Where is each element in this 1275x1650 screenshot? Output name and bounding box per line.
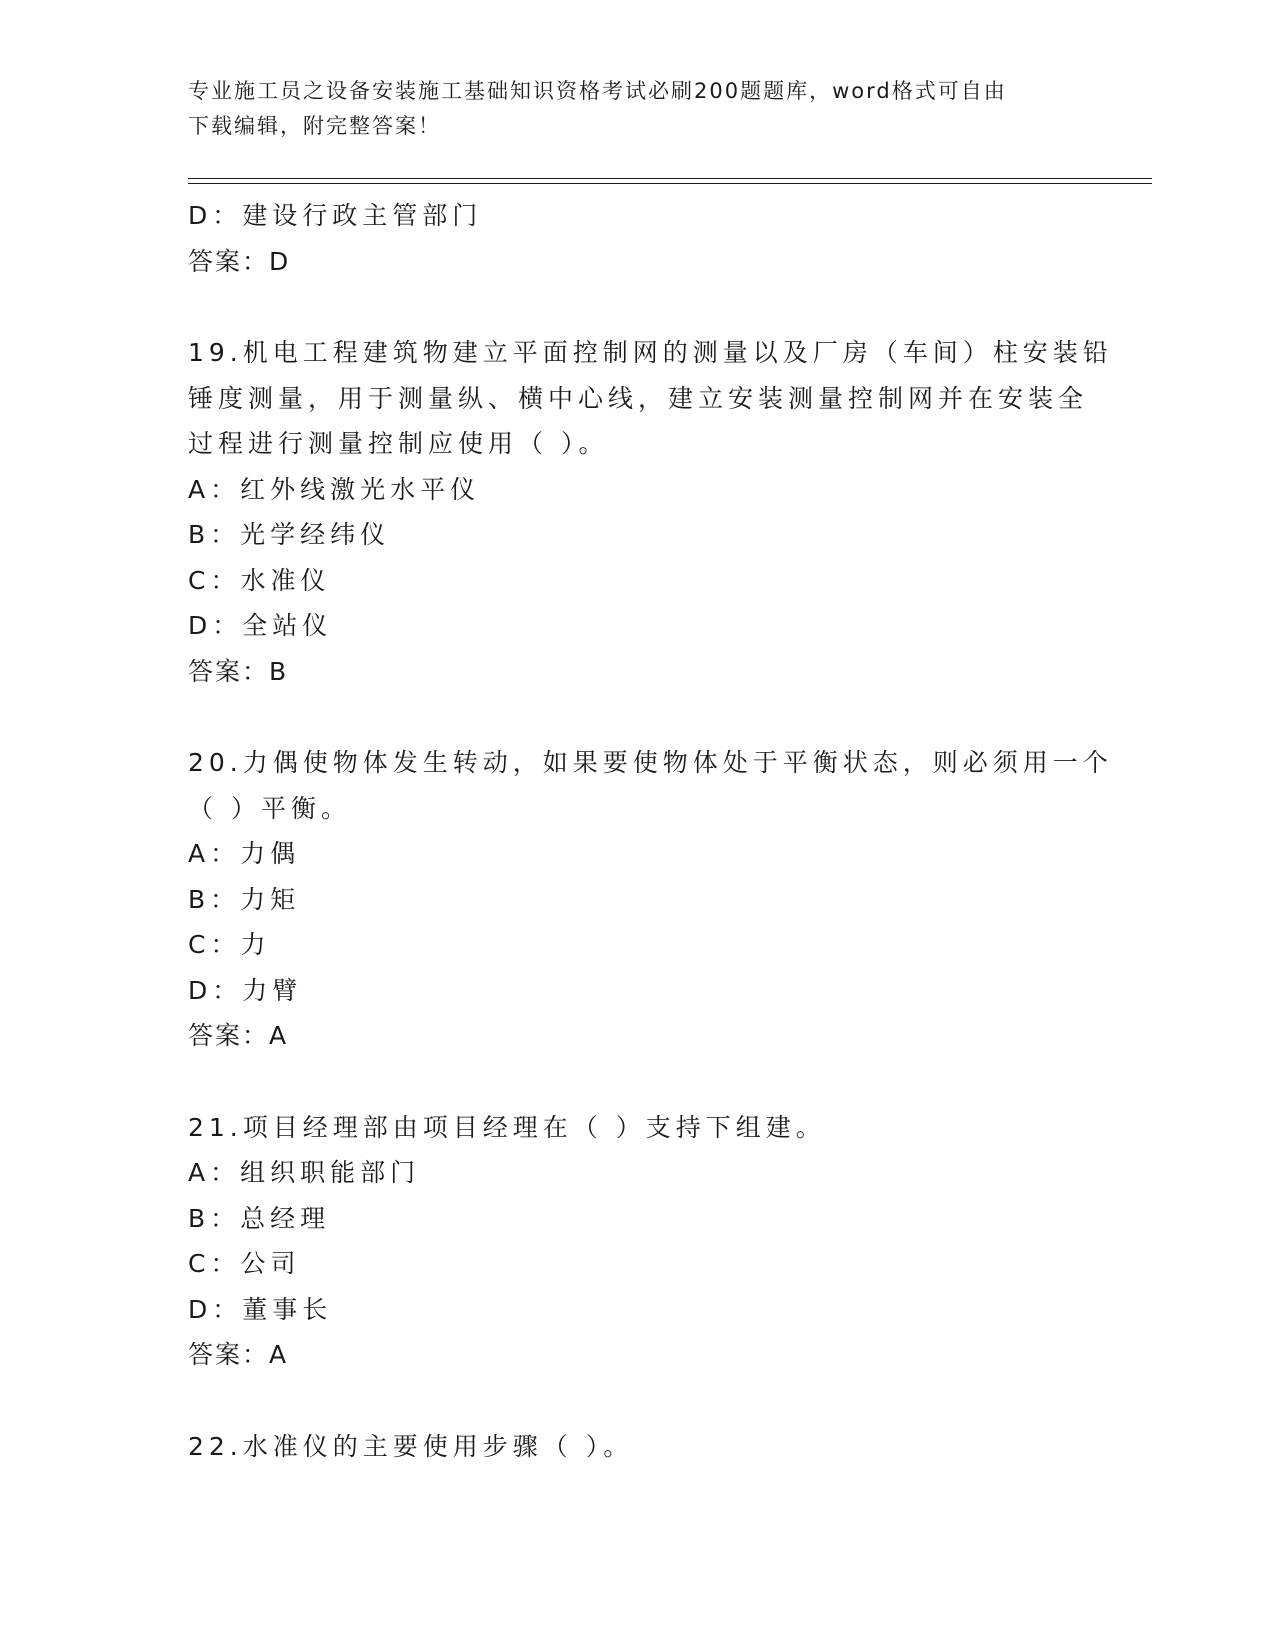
- question-text-line: 锤度测量，用于测量纵、横中心线，建立安装测量控制网并在安装全: [188, 383, 1089, 413]
- option-b: B：总经理: [188, 1203, 331, 1233]
- question-19: [188, 330, 1113, 694]
- document-header: [188, 74, 1088, 144]
- option-d: D：建设行政主管部门: [188, 201, 483, 230]
- question-text-line: 19.机电工程建筑物建立平面控制网的测量以及厂房（车间）柱安装铅: [188, 338, 1113, 367]
- question-22: [188, 1424, 1088, 1470]
- question-text: [188, 330, 1113, 467]
- question-text-line: 过程进行测量控制应使用（ ）。: [188, 429, 609, 458]
- answer: 答案：D: [188, 246, 291, 276]
- question-text: [188, 1424, 1088, 1470]
- question-text-line: 20.力偶使物体发生转动，如果要使物体处于平衡状态，则必须用一个: [188, 748, 1113, 777]
- question-20: [188, 740, 1113, 1059]
- option-c: C：力: [188, 930, 271, 959]
- header-divider-bottom: [188, 183, 1152, 184]
- question-text-line: （ ）平衡。: [188, 793, 351, 823]
- option-c: C：公司: [188, 1249, 301, 1278]
- spacer: [188, 694, 1088, 740]
- option-a: A：组织职能部门: [188, 1158, 421, 1187]
- answer: 答案：A: [188, 1021, 289, 1050]
- header-line-2: 下载编辑，附完整答案！: [188, 114, 441, 138]
- spacer: [188, 1378, 1088, 1424]
- header-divider-top: [188, 178, 1152, 179]
- option-d: D：力臂: [188, 975, 303, 1005]
- question-text: [188, 1105, 1088, 1151]
- answer: 答案：A: [188, 1340, 289, 1369]
- spacer: [188, 1059, 1088, 1105]
- option-b: B：光学经纬仪: [188, 520, 391, 549]
- option-c: C：水准仪: [188, 565, 331, 595]
- document-body: [188, 193, 1113, 1469]
- option-a: A：力偶: [188, 839, 301, 868]
- option-b: B：力矩: [188, 884, 301, 914]
- answer: 答案：B: [188, 656, 289, 686]
- question-text: [188, 740, 1113, 831]
- question-21: [188, 1105, 1088, 1378]
- header-line-1: 专业施工员之设备安装施工基础知识资格考试必刷200题题库，word格式可自由: [188, 79, 1007, 103]
- option-d: D：董事长: [188, 1294, 333, 1324]
- option-a: A：红外线激光水平仪: [188, 474, 481, 504]
- option-d: D：全站仪: [188, 611, 333, 640]
- question-text-line: 21.项目经理部由项目经理在（ ）支持下组建。: [188, 1112, 826, 1142]
- spacer: [188, 284, 1088, 330]
- question-text-line: 22.水准仪的主要使用步骤（ ）。: [188, 1431, 634, 1461]
